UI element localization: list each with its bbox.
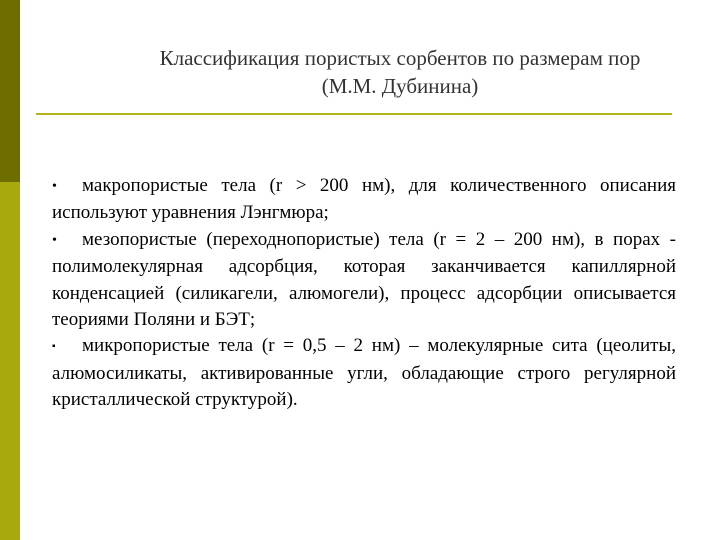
list-item-macroporous: [52, 173, 676, 227]
bullet-icon: •: [52, 232, 57, 248]
square-bullet-icon: ▪: [52, 341, 56, 353]
list-item-text: микропористые тела (r = 0,5 – 2 нм) – молекулярные сита (цеолиты, алюмосиликаты, активированные угли, обладающие строго регулярной кристаллической структурой).: [52, 335, 676, 411]
title-divider: [36, 113, 672, 115]
sidebar-accent-dark: [0, 0, 20, 182]
bullet-list: [52, 173, 676, 414]
list-item-mesoporous: [52, 227, 676, 334]
list-item-text: мезопористые (переходнопористые) тела (r = 2 – 200 нм), в порах - полимолекулярная адсорбция, которая заканчивается капиллярной конденсацией (силикагели, алюмогели), процесс адсорбции описывается теориями Поляни и БЭТ;: [52, 228, 676, 331]
slide-title: [100, 44, 700, 100]
slide-title-line-1: Классификация пористых сорбентов по размерам пор: [159, 46, 641, 70]
list-item-microporous: [52, 333, 676, 413]
sidebar-accent-light: [0, 182, 20, 540]
bullet-icon: •: [52, 179, 57, 194]
slide-title-line-2: (М.М. Дубинина): [321, 74, 479, 98]
list-item-text: макропористые тела (r > 200 нм), для количественного описания используют уравнения Лэнгмюра;: [52, 175, 676, 224]
